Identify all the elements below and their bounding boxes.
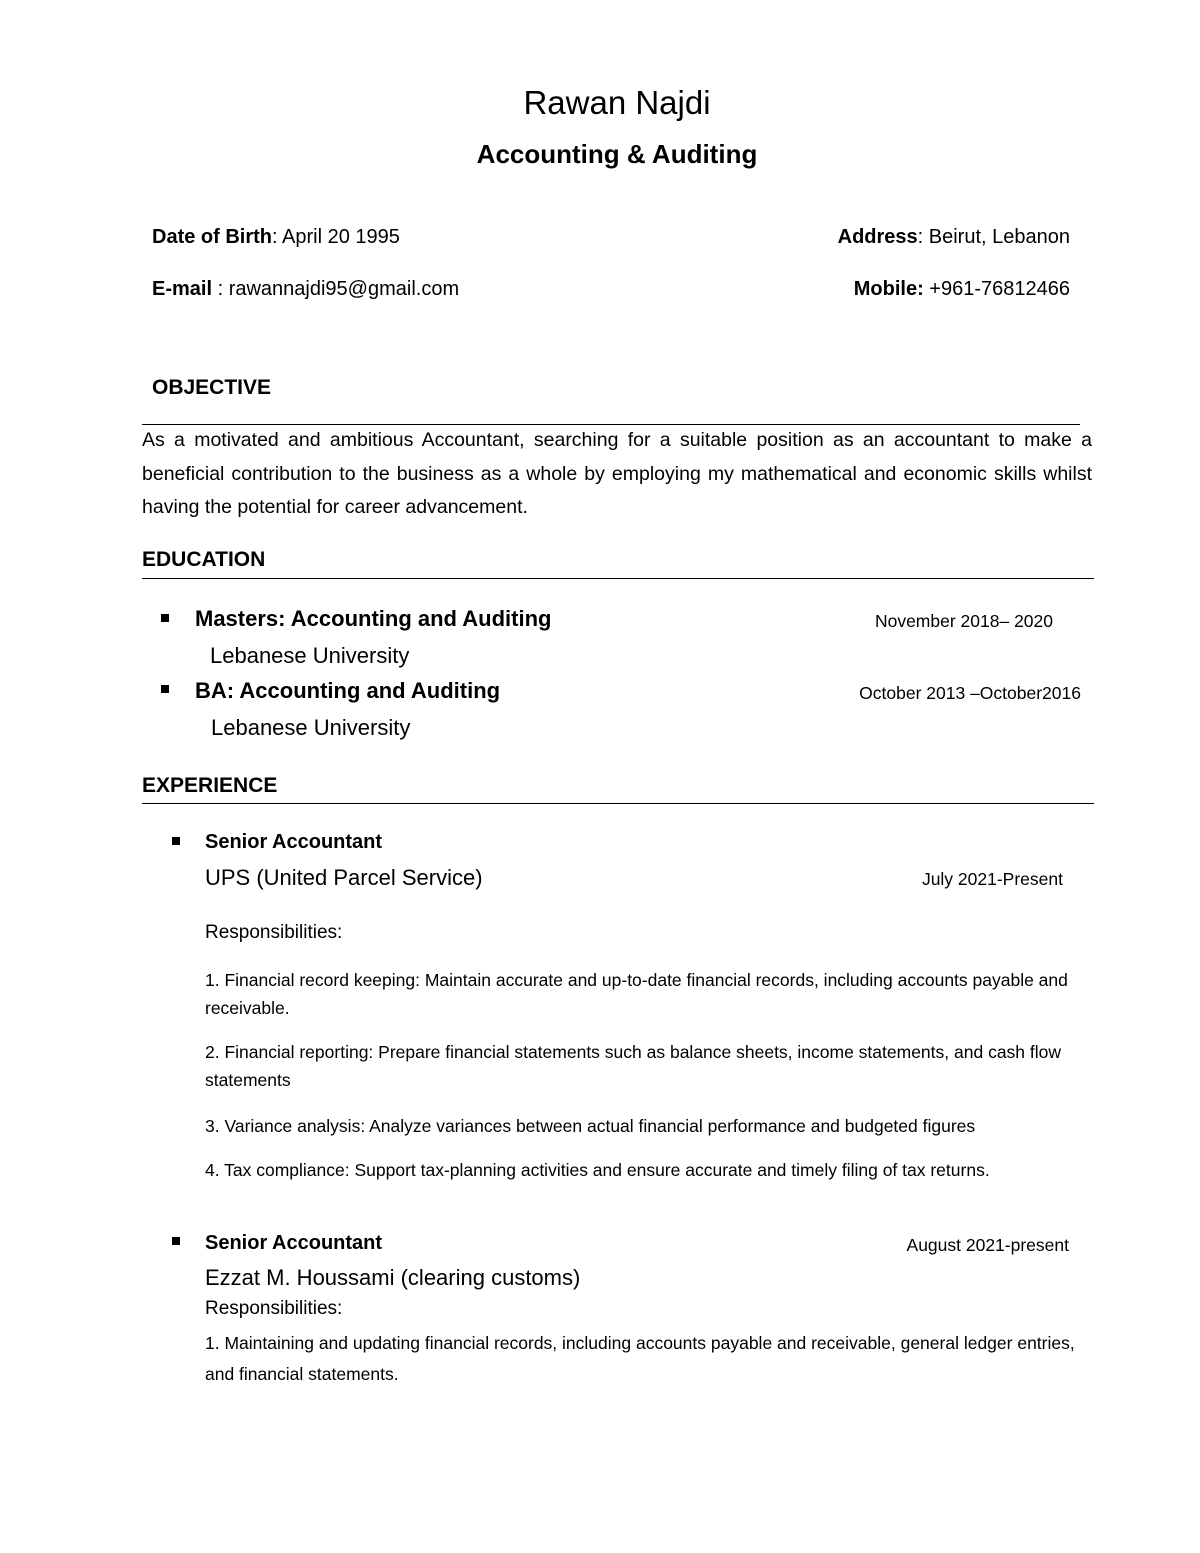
mobile-label: Mobile:	[853, 278, 924, 300]
education-divider	[142, 578, 1094, 579]
objective-heading: OBJECTIVE	[152, 376, 272, 399]
email-label: E-mail	[152, 278, 213, 300]
education-heading: EDUCATION	[142, 548, 266, 571]
education-dates: November 2018– 2020	[874, 611, 1053, 631]
date-of-birth	[152, 226, 400, 249]
responsibility-item: 1. Financial record keeping: Maintain accurate and up-to-date financial records, including accounts payable and receivable.	[205, 970, 1068, 1018]
candidate-title: Accounting & Auditing	[476, 139, 758, 169]
education-dates: October 2013 –October2016	[859, 683, 1081, 703]
responsibility-item: 2. Financial reporting: Prepare financial statements such as balance sheets, income statements, and cash flow statements	[205, 1042, 1062, 1090]
candidate-name: Rawan Najdi	[523, 84, 711, 121]
experience-heading: EXPERIENCE	[142, 774, 278, 797]
job-title: Senior Accountant	[205, 831, 383, 853]
education-degree: Masters: Accounting and Auditing	[195, 606, 552, 631]
bullet-icon	[161, 685, 169, 693]
dob-value: : April 20 1995	[272, 226, 400, 248]
responsibility-item: 4. Tax compliance: Support tax-planning activities and ensure accurate and timely filing of tax returns.	[205, 1160, 990, 1180]
responsibilities-label: Responsibilities:	[205, 922, 343, 943]
objective-text: As a motivated and ambitious Accountant, searching for a suitable position as an accountant to make a beneficial contribution to the business as a whole by employing my mathematical and economic skills whilst having the potential for career advancement.	[142, 429, 1092, 518]
job-dates: July 2021-Present	[921, 869, 1063, 889]
responsibilities-label: Responsibilities:	[205, 1298, 343, 1319]
job-dates: August 2021-present	[906, 1235, 1069, 1255]
mobile-value: +961-76812466	[923, 278, 1070, 300]
education-degree: BA: Accounting and Auditing	[195, 678, 501, 703]
address-label: Address	[837, 226, 918, 248]
job-title: Senior Accountant	[205, 1232, 383, 1254]
dob-label: Date of Birth	[152, 226, 272, 248]
address	[838, 226, 1070, 249]
responsibility-item: 1. Maintaining and updating financial records, including accounts payable and receivable, general ledger entries, and financial statements.	[205, 1333, 1075, 1384]
bullet-icon	[172, 1237, 180, 1245]
responsibility-item: 3. Variance analysis: Analyze variances between actual financial performance and budgeted figures	[205, 1116, 976, 1136]
email-value: : rawannajdi95@gmail.com	[212, 278, 460, 300]
address-value: : Beirut, Lebanon	[917, 226, 1070, 248]
email	[152, 278, 459, 301]
job-company: UPS (United Parcel Service)	[205, 865, 483, 890]
mobile	[854, 278, 1070, 301]
bullet-icon	[161, 614, 169, 622]
education-school: Lebanese University	[210, 643, 410, 668]
job-company: Ezzat M. Houssami (clearing customs)	[205, 1265, 581, 1290]
education-school: Lebanese University	[211, 715, 411, 740]
experience-divider	[142, 803, 1094, 804]
bullet-icon	[172, 837, 180, 845]
